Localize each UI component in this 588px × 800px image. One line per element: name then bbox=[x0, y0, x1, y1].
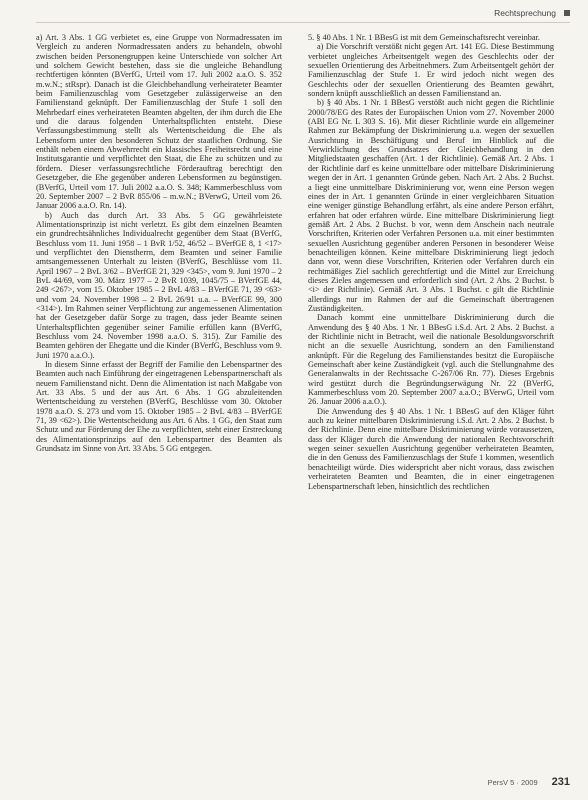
section-title: Rechtsprechung bbox=[494, 8, 556, 18]
page-number: 231 bbox=[551, 776, 570, 788]
page-footer bbox=[488, 776, 570, 788]
paragraph: b) § 40 Abs. 1 Nr. 1 BBesG verstößt auch nicht gegen die Richtlinie 2000/78/EG des Rates der Europäischen Union vom 27. November 2000 (ABl EG Nr. L 303 S. 16). Mit dieser Richtlinie wurde ein allgemeiner Rahmen zur Bekämpfung der Diskriminierung u.a. wegen der sexuellen Ausrichtung in Beschäftigung und Beruf im Hinblick auf die Verwirklichung des Grundsatzes der Gleichbehandlung in den Mitgliedstaaten geschaffen (Art. 1 der Richtlinie). Gemäß Art. 2 Abs. 1 der Richtlinie darf es keine unmittelbare oder mittelbare Diskriminierung wegen der in Art. 1 genannten Gründe geben. Nach Art. 2 Abs. 2 Buchst. a liegt eine unmittelbare Diskriminierung vor, wenn eine Person wegen eines der in Art. 1 genannten Gründe in einer vergleichbaren Situation eine weniger günstige Behandlung erfährt, als eine andere Person erfährt, erfahren hat oder erfahren würde. Eine mittelbare Diskriminierung liegt gemäß Art. 2 Abs. 2 Buchst. b vor, wenn dem Anschein nach neutrale Vorschriften, Kriterien oder Verfahren Personen u.a. mit einer bestimmten sexuellen Ausrichtung gegenüber anderen Personen in besonderer Weise benachteiligen können. Keine mittelbare Diskriminierung liegt jedoch dann vor, wenn diese Vorschriften, Kriterien oder Verfahren durch ein rechtmäßiges Ziel sachlich gerechtfertigt und die Mittel zur Erreichung dieses Zieles angemessen und erforderlich sind (Art. 2 Abs. 2 Buchst. b <i> der Richtlinie). Gemäß Art. 3 Abs. 1 Buchst. c gilt die Richtlinie allerdings nur im Rahmen der auf die Gemeinschaft übertragenen Zuständigkeiten. bbox=[308, 98, 554, 313]
paragraph: a) Die Vorschrift verstößt nicht gegen Art. 141 EG. Diese Bestimmung verbietet ungleiches Arbeitsentgelt wegen des Geschlechts oder der sexuellen Orientierung des Arbeitnehmers. Zum Arbeitsentgelt gehört der Familienzuschlag der Stufe 1. Er wird jedoch nicht wegen des Geschlechts oder der sexuellen Orientierung des Beamten gewährt, sondern knüpft ausschließlich an dessen Familienstand an. bbox=[308, 42, 554, 99]
journal-reference: PersV 5 · 2009 bbox=[487, 778, 538, 787]
paragraph: Danach kommt eine unmittelbare Diskriminierung durch die Anwendung des § 40 Abs. 1 Nr. 1 BBesG i.S.d. Art. 2 Abs. 2 Buchst. a der Richtlinie nicht in Betracht, weil die nationale Besoldungsvorschrift nicht an die sexuelle Ausrichtung, sondern an den Familienstand anknüpft. Für die Regelung des Familienstandes besitzt die Europäische Gemeinschaft aber keine Zuständigkeit (vgl. auch die Stellungnahme des Generalanwalts in der Rechtssache C-267/06 Rn. 77). Dieses Ergebnis wird gestützt durch die Begründungserwägung Nr. 22 (BVerfG, Kammerbeschluss vom 20. September 2007 a.a.O.; BVerwG, Urteil vom 26. Januar 2006 a.a.O.). bbox=[308, 313, 554, 407]
header-rule bbox=[36, 22, 570, 23]
right-column bbox=[308, 33, 554, 773]
paragraph: b) Auch das durch Art. 33 Abs. 5 GG gewährleistete Alimentationsprinzip ist nicht verletzt. Es gibt dem einzelnen Beamten ein grundrechtsähnliches Individualrecht gegenüber dem Staat (BVerfG, Beschluss vom 11. Juni 1958 – 1 BvR 1/52, 46/52 – BVerfGE 8, 1 <17> und verpflichtet den Dienstherrn, dem Beamten und seiner Familie amtsangemessenen Unterhalt zu leisten (BVerfG, Beschlüsse vom 11. April 1967 – 2 BvL 3/62 – BVerfGE 21, 329 <345>, vom 9. Juni 1970 – 2 BvL 44/69, vom 30. März 1977 – 2 BvR 1039, 1045/75 – BVerfGE 44, 249 <267>, vom 15. Oktober 1985 – 2 BvL 4/83 – BVerfGE 71, 39 <63> und vom 24. November 1998 – 2 BvL 26/91 u.a. – BVerfGE 99, 300 <314>). Im Rahmen seiner Verpflichtung zur angemessenen Alimentation hat der Gesetzgeber dafür Sorge zu tragen, dass jeder Beamte seinen Unterhaltspflichten gegenüber seiner Familie erfüllen kann (BVerfG, Beschluss vom 24. November 1998 a.a.O. S. 315). Zur Familie des Beamten gehören der Ehegatte und die Kinder (BVerfG, Beschluss vom 9. Juni 1970 a.a.O.). bbox=[36, 210, 282, 360]
page-header bbox=[494, 8, 570, 18]
paragraph: a) Art. 3 Abs. 1 GG verbietet es, eine Gruppe von Normadressaten im Vergleich zu anderen Normadressaten anders zu behandeln, obwohl zwischen beiden Personengruppen keine Unterschiede von solcher Art und solchem Gewicht bestehen, dass sie die ungleiche Behandlung rechtfertigen könnten (BVerfG, Urteil vom 17. Juli 2002 a.a.O. S. 352 m.w.N.; stRspr). Danach ist die Gleichbehandlung verheirateter Beamter beim Familienzuschlag vom Gesetzgeber zulässigerweise an den Familienstand geknüpft. Der Familienzuschlag der Stufe 1 soll den Mehrbedarf eines verheirateten Beamten abgelten, der ihm durch die Ehe und die daraus folgenden Unterhaltspflichten entsteht. Diese Verfassungsbestimmung stellt als Wertentscheidung die Ehe als Lebensform unter den besonderen Schutz der staatlichen Ordnung. Sie enthält neben einem Abwehrrecht ein klassisches Freiheitsrecht und eine Institutsgarantie und verpflichtet den Staat, die Ehe zu schützen und zu fördern. Dieser verfassungsrechtliche Förderauftrag berechtigt den Gesetzgeber, die Ehe gegenüber anderen Lebensformen zu begünstigen. (BVerfG, Urteil vom 17. Juli 2002 a.a.O. S. 348; Kammerbeschluss vom 20. September 2007 – 2 BvR 855/06 – m.w.N.; BVerwG, Urteil vom 26. Januar 2006 a.a.O. Rn. 14). bbox=[36, 33, 282, 211]
paragraph: In diesem Sinne erfasst der Begriff der Familie den Lebenspartner des Beamten auch nach Einführung der eingetragenen Lebenspartnerschaft als neuem Familienstand nicht. Denn die Alimentation ist nach Maßgabe von Art. 33 Abs. 5 und der aus Art. 6 Abs. 1 GG abzuleitenden Wertentscheidung zu verstehen (BVerfG, Beschlüsse vom 30. Oktober 1978 a.a.O. S. 273 und vom 15. Oktober 1985 – 2 BvL 4/83 – BVerfGE 71, 39 <62>). Die Wertentscheidung aus Art. 6 Abs. 1 GG, den Staat zum Schutz und zur Förderung der Ehe zu verpflichten, steht einer Erstreckung des Alimentationsprinzips auf den Lebenspartner des Beamten als Grundsatz im Sinne von Art. 33 Abs. 5 GG entgegen. bbox=[36, 360, 282, 454]
paragraph: 5. § 40 Abs. 1 Nr. 1 BBesG ist mit dem Gemeinschaftsrecht vereinbar. bbox=[308, 33, 540, 42]
left-column bbox=[36, 33, 282, 773]
paragraph: Die Anwendung des § 40 Abs. 1 Nr. 1 BBesG auf den Kläger führt auch zu keiner mittelbaren Diskriminierung i.S.d. Art. 2 Abs. 2 Buchst. b der Richtlinie. Denn eine mittelbare Diskriminierung würde voraussetzen, dass der Kläger durch die Anwendung der nationalen Rechtsvorschrift wegen seiner sexuellen Ausrichtung gegenüber verheirateten Beamten, die in den Genuss des Familienzuschlags der Stufe 1 kommen, wesentlich benachteiligt würde. Dies widerspricht aber nicht voraus, dass zwischen verheirateten Beamten und Beamten, die in einer eingetragenen Lebenspartnerschaft leben, hinsichtlich des rechtlichen bbox=[308, 406, 554, 491]
section-marker-icon bbox=[564, 10, 570, 16]
